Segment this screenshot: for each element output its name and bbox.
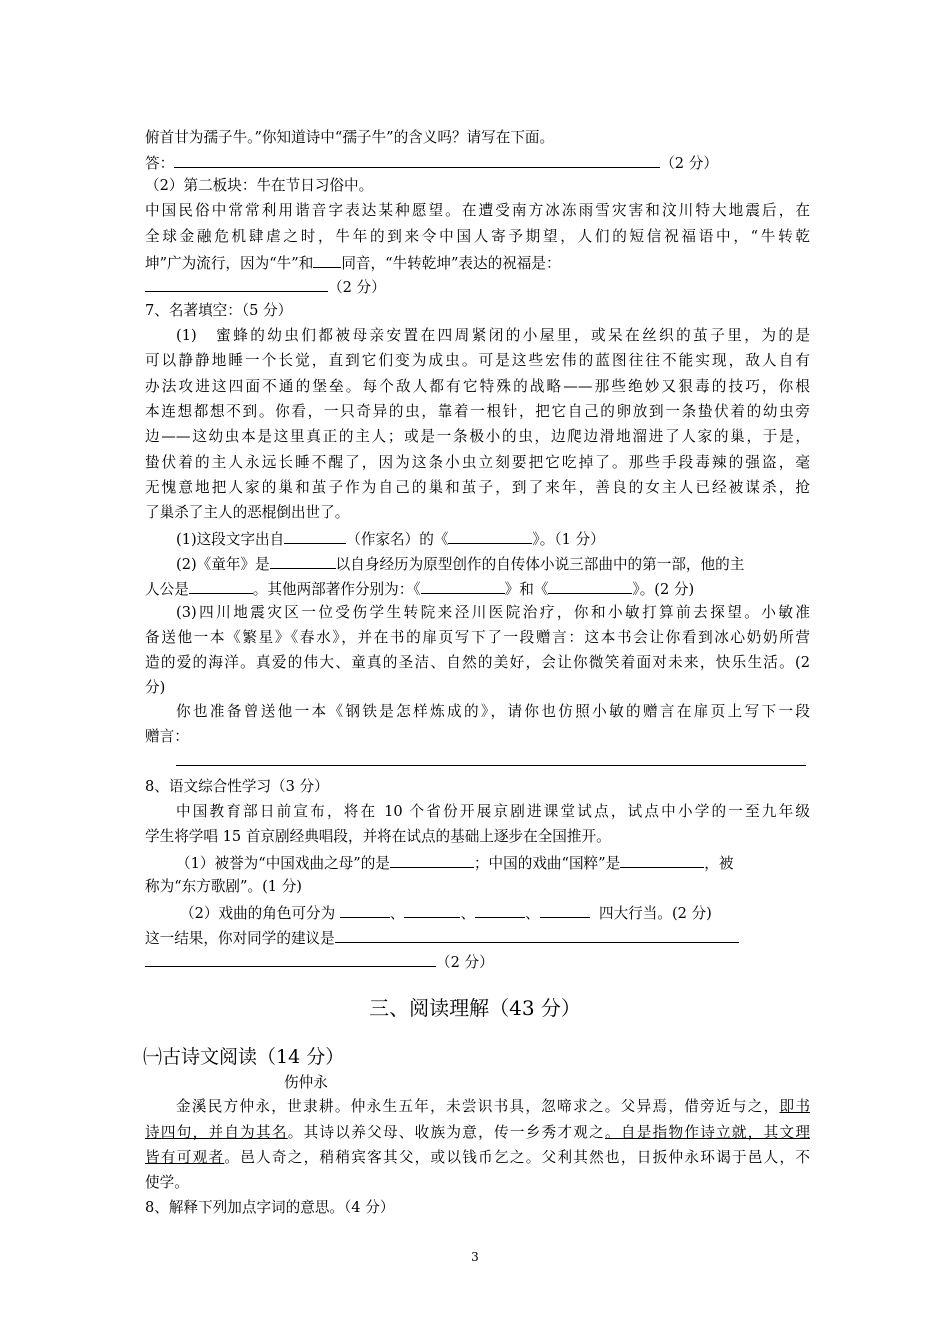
q7-title: 7、名著填空：（5 分）: [145, 302, 293, 319]
answer-blank[interactable]: [174, 153, 660, 168]
text-fragment: ，被: [704, 855, 734, 872]
q7-passage-line: 本连想都想不到。你看，一只奇异的虫，靠着一根针，把它自己的卵放到一条蛰伏着的幼虫旁: [145, 403, 810, 420]
answer-score: （2 分）: [660, 155, 718, 172]
q7-sub2: [176, 554, 810, 574]
q8-sub2: [180, 903, 845, 923]
score: （2 分）: [328, 279, 386, 296]
underlined-phrase: 皆有可观者: [145, 1149, 225, 1166]
text-fragment: 。邑人奇之，稍稍宾客其父，或以钱币乞之。父利其然也，日扳仲永环谒于邑人，不: [224, 1149, 810, 1166]
q7-sub3-line: 备送他一本《繁星》《春水》，并在书的扉页写下了一段赠言：这本书会让你看到冰心奶奶所营: [145, 629, 810, 646]
q7-passage-line: 了巢杀了主人的恶棍倒出世了。: [145, 504, 350, 521]
q8-title: 8、语文综合性学习（3 分）: [145, 778, 329, 795]
text-fragment: 以自身经历为原型创作的自传体小说三部曲中的第一部，他的主: [335, 556, 745, 573]
text-fragment: 》和《: [504, 581, 549, 598]
q7-passage-line: 边——这幼虫本是这里真正的主人；或是一条极小的虫，边爬边滑地溜进了人家的巢，于是，: [145, 428, 810, 445]
text-fragment: 》。（1 分）: [532, 531, 605, 548]
q8-sub1: [176, 853, 810, 873]
text-fragment: 四大行当。(2 分): [598, 905, 712, 922]
q8-explain-title: 8、解释下列加点字词的意思。（4 分）: [145, 1199, 395, 1216]
score: （2 分）: [436, 954, 494, 971]
text-fragment: 人公是: [145, 581, 189, 598]
q6-line1: 俯首甘为孺子牛。”你知道诗中“孺子牛”的含义吗？请写在下面。: [145, 129, 555, 146]
q6-blessing-line: [145, 277, 810, 297]
q6-para-line: 中国民俗中常常利用谐音字表达某种愿望。在遭受南方冰冻雨雪灾害和汶川特大地震后，在: [145, 202, 810, 219]
underlined-phrase: 即书: [779, 1098, 810, 1115]
text-fragment: 同音，“牛转乾坤”表达的祝福是：: [341, 255, 561, 272]
inscription-answer-line[interactable]: [176, 765, 806, 766]
answer-label: 答：: [145, 155, 175, 172]
q7-passage-line: 无愧意地把人家的巢和茧子作为自己的巢和茧子，到了来年，善良的女主人已经被谋杀，抢: [145, 479, 810, 496]
q7-sub3-line: 分): [145, 679, 166, 696]
text-fragment: 。其他两部著作分别为：《: [252, 581, 421, 598]
underlined-phrase: 诗四句，并自为其名: [145, 1124, 288, 1141]
suggestion-blank[interactable]: [145, 952, 436, 967]
text-fragment: 。其诗以养父母、收族为意，传一乡秀才观之: [287, 1124, 606, 1141]
suggestion-blank[interactable]: [335, 928, 739, 943]
text-fragment: 这一结果，你对同学的建议是: [145, 930, 335, 947]
homophone-blank[interactable]: [313, 253, 341, 268]
q8-para-line: 学生将学唱 15 首京剧经典唱段，并将在试点的基础上逐步在全国推开。: [145, 828, 611, 845]
text-fragment: （作家名）的《: [346, 531, 449, 548]
text-fragment: 》。(2 分): [632, 581, 695, 598]
role-blank[interactable]: [404, 903, 460, 918]
q7-sub3-line: 赠言：: [145, 728, 189, 745]
author-blank[interactable]: [270, 554, 336, 569]
role-blank[interactable]: [340, 903, 390, 918]
protagonist-blank[interactable]: [189, 579, 253, 594]
poem-title: 伤仲永: [284, 1074, 328, 1091]
q7-sub2-cont: [145, 579, 810, 599]
book-blank[interactable]: [421, 579, 505, 594]
classical-text-line: [145, 1124, 810, 1142]
author-blank[interactable]: [284, 529, 346, 544]
role-blank[interactable]: [475, 903, 525, 918]
separator: 、: [460, 905, 476, 922]
underlined-phrase: 。自是指物作诗立就，其文理: [605, 1124, 810, 1141]
separator: 、: [525, 905, 540, 922]
q6-para-line: 全球金融危机肆虐之时，牛年的到来令中国人寄予期望，人们的短信祝福语中，“牛转乾: [145, 228, 810, 245]
subsection-heading: ㈠古诗文阅读（14 分）: [143, 1046, 345, 1068]
classical-text-line: 使学。: [145, 1174, 189, 1191]
q7-sub3-line: 你也准备曾送他一本《钢铁是怎样炼成的》，请你也仿照小敏的赠言在扉页上写下一段: [176, 703, 810, 720]
text-fragment: （2）戏曲的角色可分为: [180, 905, 336, 922]
classical-text-line: [145, 1149, 810, 1167]
text-fragment: 金溪民方仲永，世隶耕。仲永生五年，未尝识书具，忽啼求之。父异焉，借旁近与之，: [176, 1098, 780, 1115]
q7-passage-line: (1) 蜜蜂的幼虫们都被母亲安置在四周紧闭的小屋里，或呆在丝织的茧子里，为的是: [176, 327, 810, 344]
national-essence-blank[interactable]: [620, 853, 704, 868]
text-fragment: (1)这段文字出自: [176, 531, 285, 548]
book-blank[interactable]: [548, 579, 632, 594]
blessing-blank[interactable]: [145, 277, 328, 292]
text-fragment: 坤”广为流行，因为“牛”和: [145, 255, 314, 272]
q8-sub1-cont: 称为“东方歌剧”。(1 分): [145, 878, 302, 895]
text-fragment: (2)《童年》是: [176, 556, 270, 573]
q6-answer-line: [145, 153, 810, 173]
page-number: 3: [471, 1250, 479, 1264]
q8-sub3-cont: [145, 952, 810, 972]
section-heading: 三、阅读理解（43 分）: [369, 996, 581, 1020]
classical-text-line: [176, 1098, 810, 1116]
q7-sub3-line: 造的爱的海洋。真爱的伟大、童真的圣洁、自然的美好，会让你微笑着面对未来，快乐生活。(2: [145, 654, 810, 671]
q7-sub1: [176, 529, 810, 549]
q6-para-line: [145, 253, 810, 273]
q8-para-line: 中国教育部日前宣布，将在 10 个省份开展京剧进课堂试点，试点中小学的一至九年级: [176, 803, 810, 820]
q7-passage-line: 蛰伏着的主人永远长睡不醒了，因为这条小虫立刻要把它吃掉了。那些手段毒辣的强盗，毫: [145, 454, 810, 471]
opera-mother-blank[interactable]: [390, 853, 474, 868]
q6-part2-title: （2）第二板块：牛在节日习俗中。: [145, 177, 374, 194]
text-fragment: （1）被誉为“中国戏曲之母”的是: [176, 855, 390, 872]
separator: 、: [389, 905, 405, 922]
q8-sub3: [145, 928, 810, 948]
q7-sub3-line: (3)四川地震灾区一位受伤学生转院来泾川医院治疗，你和小敏打算前去探望。小敏准: [176, 604, 810, 621]
q7-passage-line: 可以静静地睡一个长觉，直到它们变为成虫。可是这些宏伟的蓝图往往不能实现，敌人自有: [145, 352, 810, 369]
text-fragment: ；中国的戏曲“国粹”是: [473, 855, 621, 872]
q7-passage-line: 办法攻进这四面不通的堡垒。每个敌人都有它特殊的战略——那些绝妙又狠毒的技巧，你根: [145, 378, 810, 395]
book-blank[interactable]: [448, 529, 532, 544]
role-blank[interactable]: [540, 903, 590, 918]
